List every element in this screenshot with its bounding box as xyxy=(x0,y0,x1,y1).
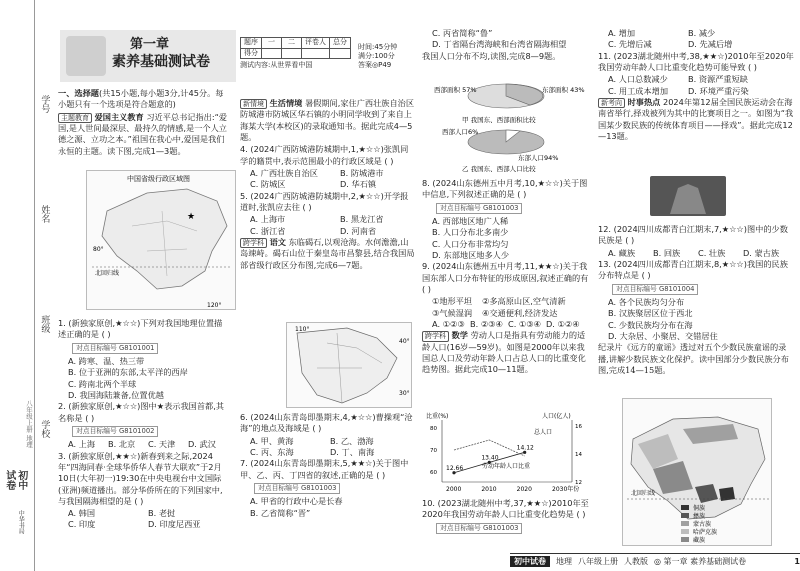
brand-top: 初中 xyxy=(15,470,27,490)
test-content: 测试内容:从世界看中国 xyxy=(240,61,313,70)
time-info: 时间:45分钟 xyxy=(358,43,398,51)
score-cell-4[interactable] xyxy=(330,48,351,59)
population-chart xyxy=(422,410,590,496)
footer-publisher: 人教版 xyxy=(624,556,648,566)
legend-kazakh: 哈萨克族 xyxy=(693,529,718,536)
q1-code: 对点目标编号 G8101001 xyxy=(72,343,158,354)
map2-label-30: 30° xyxy=(399,390,410,397)
q7-option-c[interactable]: C. 丙省简称“鲁” xyxy=(432,28,493,38)
q9-option-c[interactable]: C. ①③④ xyxy=(508,318,541,329)
q8-option-a[interactable]: A. 西部地区地广人稀 xyxy=(432,216,509,226)
q9-option-a[interactable]: A. ①②③ xyxy=(432,318,465,329)
label-banji: 班级 xyxy=(39,315,50,333)
q10-intro-text: 劳动人口是指具有劳动能力的适龄人口(16岁—59岁)。如图是2000年以来我国总人口及劳动年龄人口占总人口的比重变化趋势图。据此完成10—11题。 xyxy=(422,330,586,375)
q7-stem: 7. (2024山东青岛即墨期末,5,★★☆)关于图中甲、乙、丙、丁四省的叙述,正确的是 xyxy=(240,458,409,480)
q10-stem: 10. (2023湖北随州中考,37,★★☆)2010年至2020年我国劳动年龄人口比重变化趋势是 xyxy=(422,498,589,520)
q9-item-2: ②多高原山区,空气清新 xyxy=(482,296,566,307)
q1-option-d[interactable]: D. 我国海陆兼备,位置优越 xyxy=(68,389,164,400)
q10-intro-sub: 数学 xyxy=(451,330,468,341)
left-tick-label: 80 xyxy=(430,426,437,432)
score-head-0: 题序 xyxy=(241,38,262,49)
pie1-east-label: 东部面积 43% xyxy=(542,86,585,94)
q8-option-c[interactable]: C. 人口分布非常均匀 xyxy=(432,238,509,249)
intro-tag: 主题教育 xyxy=(58,113,92,123)
q6-option-c[interactable]: C. 丙、东海 xyxy=(250,446,294,457)
label-xuexiao: 学校 xyxy=(39,420,50,438)
score-row-label: 得分 xyxy=(241,48,262,59)
q9-paren[interactable]: ( ) xyxy=(422,283,431,294)
map-label-120: 120° xyxy=(207,302,222,309)
map-label-80: 80° xyxy=(93,246,104,253)
q13-option-a[interactable]: A. 各个民族均匀分布 xyxy=(608,296,685,307)
q13-paren[interactable]: ( ) xyxy=(641,270,651,281)
q5-stem: 5. (2024广西防城港防城期中,2,★☆☆)开学报道时,张凯应去往 xyxy=(240,190,409,212)
x-tick-label: 2030年份 xyxy=(552,486,580,493)
q10-option-c[interactable]: C. 先增后减 xyxy=(608,39,652,50)
legend-tibetan: 藏族 xyxy=(693,537,706,544)
right-tick-label: 16 xyxy=(575,424,582,430)
q6-option-d[interactable]: D. 丁、南海 xyxy=(330,446,375,457)
full-score: 满分:100分 xyxy=(358,52,395,61)
q13-code: 对点目标编号 G8101004 xyxy=(612,284,698,295)
binding-line xyxy=(34,0,35,571)
legend-dong: 侗族 xyxy=(693,505,706,512)
region-outline xyxy=(297,328,397,403)
ethnic-tropic-label: 北回归线 xyxy=(631,490,656,497)
chapter-header xyxy=(60,30,236,82)
q3-option-b[interactable]: B. 老挝 xyxy=(148,508,176,519)
q7-paren[interactable]: ( ) xyxy=(376,469,386,480)
pie1-west-label: 西部面积 57% xyxy=(434,86,477,94)
q12-intro-text: 2024年第12届全国民族运动会在海南省举行,择戏被列为其中的比赛项目之一。如图为“我国某少数民族的传统体育项目——择戏”。据此完成12—13题。 xyxy=(598,96,794,141)
chart-ylabel-right: 人口(亿人) xyxy=(542,413,571,420)
score-head-1: 一 xyxy=(262,38,282,49)
score-cell-3[interactable] xyxy=(302,48,330,59)
pie2-west-label: 西部人口6% xyxy=(442,128,479,136)
q9-item-4: ④交通便利,经济发达 xyxy=(482,307,558,318)
q6-intro-sub: 语文 xyxy=(269,236,286,247)
q9-item-1: ①地形平坦 xyxy=(432,296,473,307)
q12-intro-sub: 时事热点 xyxy=(627,96,661,107)
q9-option-d[interactable]: D. ①②④ xyxy=(546,318,580,329)
brand-bottom: 试卷 xyxy=(3,470,15,490)
point-value-label: 13.40 xyxy=(481,454,499,462)
legend-yi: 彝族 xyxy=(693,513,706,520)
q2-option-c[interactable]: C. 天津 xyxy=(148,439,176,450)
q3-stem: 3. (新独家原创,★★☆)新春到来之际,2024年“四海同春·全球华侨华人春节大联欢”于2月10日(大年初一)19:30在中央电视台中文国际(亚洲)频道播出。部分华侨所在的下列国家中,与我国隔海相望的是 xyxy=(58,450,223,506)
q6-option-b[interactable]: B. 乙、渤海 xyxy=(330,435,374,446)
q9-item-3: ③气候湿润 xyxy=(432,307,473,318)
q5-option-d[interactable]: D. 河南省 xyxy=(340,225,377,236)
map2-label-40: 40° xyxy=(399,338,410,345)
pie-figures xyxy=(422,74,590,174)
legend-swatch-tibetan xyxy=(681,537,689,542)
legend-swatch-mongol xyxy=(681,521,689,526)
q7-code: 对点目标编号 G8101003 xyxy=(254,483,340,494)
q1-paren[interactable]: ( ) xyxy=(101,329,111,340)
legend-swatch-kazakh xyxy=(681,529,689,534)
footer-subject: 地理 xyxy=(556,556,572,566)
score-head-4: 总分 xyxy=(330,38,351,49)
legend-mongol: 蒙古族 xyxy=(693,521,712,528)
q8-intro-text: 我国人口分布不均,读图,完成8—9题。 xyxy=(422,50,561,61)
q12-option-d[interactable]: D. 蒙古族 xyxy=(743,247,780,258)
q8-option-b[interactable]: B. 人口分布北多南少 xyxy=(432,227,509,238)
q3-paren[interactable]: ( ) xyxy=(134,495,144,506)
q8-stem: 8. (2024山东德州五中月考,10,★☆☆)关于图中信息,下列叙述正确的是 xyxy=(422,178,588,200)
q4-stem: 4. (2024广西防城港防城期中,1,★☆☆)张凯同学的籍贯中,表示范围最小的行政区域是 xyxy=(240,144,409,166)
q10-intro-tag: 跨学科 xyxy=(422,331,449,341)
china-map-figure xyxy=(86,170,236,310)
q14-intro-text: 纪录片《远方的童谣》透过对五个少数民族童谣的录播,讲解少数民族文化保护。读中国部分少数民族分布图,完成14—15题。 xyxy=(598,342,789,375)
q8-code: 对点目标编号 G8101003 xyxy=(436,203,522,214)
q3-option-c[interactable]: C. 印度 xyxy=(68,519,96,530)
q2-option-d[interactable]: D. 武汉 xyxy=(188,439,216,450)
binding-strip xyxy=(0,0,50,571)
score-cell-2[interactable] xyxy=(282,48,302,59)
q2-code: 对点目标编号 G8101002 xyxy=(72,426,158,437)
q2-option-b[interactable]: B. 北京 xyxy=(108,439,136,450)
q12-option-a[interactable]: A. 藏族 xyxy=(608,247,636,258)
q6-stem: 6. (2024山东青岛即墨期末,4,★☆☆)曹操观“沧海”的地点及海域是 xyxy=(240,412,413,434)
chapter-title: 素养基础测试卷 xyxy=(112,54,210,70)
q6-intro-tag: 跨学科 xyxy=(240,238,267,248)
q10-paren[interactable]: ( ) xyxy=(576,509,586,520)
q7-option-a[interactable]: A. 甲省的行政中心是长春 xyxy=(250,496,343,507)
page-number: 1 xyxy=(794,556,800,566)
q13-option-b[interactable]: B. 汉族聚居区位于西北 xyxy=(608,308,693,319)
q4-intro-sub: 生活情境 xyxy=(269,98,303,108)
legend-swatch-dong xyxy=(681,505,689,510)
q4-intro-tag: 新情境 xyxy=(240,99,267,109)
section-desc: (共15小题,每小题3分,计45分。每小题只有一个选项是符合题意的) xyxy=(58,88,224,110)
q10-option-a[interactable]: A. 增加 xyxy=(608,28,636,38)
pie2-east-label: 东部人口94% xyxy=(518,154,559,162)
section-title: 一、选择题 xyxy=(58,88,99,98)
capital-star-icon: ★ xyxy=(187,212,196,222)
footer-grade: 八年级上册 xyxy=(578,556,618,566)
q11-option-a[interactable]: A. 人口总数减少 xyxy=(608,74,668,85)
q11-paren[interactable]: ( ) xyxy=(748,61,757,72)
legend-swatch-yi xyxy=(681,513,689,518)
right-tick-label: 12 xyxy=(575,480,582,486)
score-area xyxy=(240,37,412,71)
q9-stem: 9. (2024山东德州五中月考,11,★★☆)关于我国东部人口分布特征的形成原因,叙述正确的有 xyxy=(422,261,589,283)
q2-paren[interactable]: ( ) xyxy=(85,412,95,423)
q1-option-c[interactable]: C. 跨南北两个半球 xyxy=(68,378,137,389)
q1-option-b[interactable]: B. 位于亚洲的东部,太平洋的西岸 xyxy=(68,367,188,378)
pie1-caption: 甲 我国东、西部面积比较 xyxy=(462,116,536,124)
point-value-label: 12.66 xyxy=(446,464,464,472)
map2-label-110: 110° xyxy=(295,326,310,333)
q4-option-d[interactable]: D. 华石镇 xyxy=(340,179,377,190)
point-value-label: 14.12 xyxy=(516,444,534,452)
q11-option-c[interactable]: C. 用工成本增加 xyxy=(608,85,669,96)
brand-side: 八年级上册 地理 xyxy=(24,400,33,448)
q5-option-a[interactable]: A. 上海市 xyxy=(250,214,286,225)
q7-option-d[interactable]: D. 丁省隔台湾海峡和台湾省隔海相望 xyxy=(432,39,567,50)
label-xingming: 姓名 xyxy=(39,205,50,223)
q11-option-d[interactable]: D. 环境严重污染 xyxy=(688,85,749,96)
footer-chapter: ◎ 第一章 素养基础测试卷 xyxy=(654,556,747,566)
series-name-labor: 劳动年龄人口比重 xyxy=(482,463,531,470)
page-footer xyxy=(510,553,800,569)
q10-option-d[interactable]: D. 先减后增 xyxy=(688,39,733,50)
q11-stem: 11. (2023湖北随州中考,38,★★☆)2010年至2020年我国劳动年龄人口比重变化趋势可能导致 xyxy=(598,50,794,72)
q4-intro-text: 暑假期间,家住广西壮族自治区防城港市防城区华石镇的小明同学收到了来自上海某大学(本校区)的录取通知书。据此完成4—5题。 xyxy=(240,98,415,143)
intro-text: 习近平总书记指出:“爱国,是人世间最深层、最持久的情感,是一个人立德之源、立功之本。”祖国在我心中,爱国是我们永恒的主题。读下图,完成1—3题。 xyxy=(58,111,228,156)
q6-paren[interactable]: ( ) xyxy=(312,423,322,434)
brand-small: 中华书局 xyxy=(17,510,25,534)
q4-option-b[interactable]: B. 防城港市 xyxy=(340,167,384,178)
left-tick-label: 70 xyxy=(430,448,437,454)
q13-option-c[interactable]: C. 少数民族均分布在海 xyxy=(608,319,693,330)
wrestlers-shape xyxy=(670,184,706,214)
q5-option-c[interactable]: C. 浙江省 xyxy=(250,225,286,236)
q8-option-d[interactable]: D. 东部地区地多人少 xyxy=(432,249,510,260)
left-tick-label: 60 xyxy=(430,470,437,476)
chapter-number: 第一章 xyxy=(130,37,170,52)
china-outline xyxy=(102,189,227,289)
chart-ylabel-left: 比重(%) xyxy=(426,413,449,420)
q3-option-d[interactable]: D. 印度尼西亚 xyxy=(148,519,201,530)
q10-option-b[interactable]: B. 减少 xyxy=(688,28,716,38)
q3-option-a[interactable]: A. 韩国 xyxy=(68,508,96,519)
q9-option-b[interactable]: B. ②③④ xyxy=(470,318,503,329)
q4-option-a[interactable]: A. 广西壮族自治区 xyxy=(250,167,318,178)
q12-stem: 12. (2024四川成都青白江期末,7,★☆☆)图中的少数民族是 xyxy=(598,224,788,246)
q12-paren[interactable]: ( ) xyxy=(625,235,635,246)
q10-code: 对点目标编号 G8101003 xyxy=(436,523,522,534)
score-head-2: 二 xyxy=(282,38,302,49)
q7-option-b[interactable]: B. 乙省简称“晋” xyxy=(250,507,311,518)
x-tick-label: 2000 xyxy=(446,486,462,493)
q5-paren[interactable]: ( ) xyxy=(302,201,312,212)
pie2-caption: 乙 我国东、西部人口比较 xyxy=(462,165,536,173)
province-map-figure xyxy=(286,322,412,408)
footer-brand: 初中试卷 xyxy=(510,556,550,567)
q6-option-a[interactable]: A. 甲、黄海 xyxy=(250,435,294,446)
score-cell-1[interactable] xyxy=(262,48,282,59)
q2-option-a[interactable]: A. 上海 xyxy=(68,439,96,450)
q4-option-c[interactable]: C. 防城区 xyxy=(250,179,286,190)
wrestling-photo xyxy=(650,176,726,216)
label-xuehao: 学号 xyxy=(39,95,50,113)
q2-stem: 2. (新独家原创,★☆☆)图中★表示我国首都,其名称是 xyxy=(58,401,224,423)
q12-option-c[interactable]: C. 壮族 xyxy=(698,247,726,258)
q12-option-b[interactable]: B. 回族 xyxy=(653,247,681,258)
q11-option-b[interactable]: B. 资源严重短缺 xyxy=(688,74,748,85)
x-tick-label: 2020 xyxy=(516,486,532,493)
ethnic-map-figure xyxy=(622,398,772,546)
q4-paren[interactable]: ( ) xyxy=(384,155,394,166)
q1-stem: 1. (新独家原创,★☆☆)下列对我国地理位置描述正确的是 xyxy=(58,318,223,340)
score-head-3: 评卷人 xyxy=(302,38,330,49)
score-table xyxy=(240,37,351,59)
x-tick-label: 2010 xyxy=(481,486,497,493)
header-illustration xyxy=(66,36,106,76)
q1-option-a[interactable]: A. 跨寒、温、热三带 xyxy=(68,356,145,366)
q13-option-d[interactable]: D. 大杂居、小聚居、交错居住 xyxy=(608,330,718,341)
map-title: 中国省级行政区域图 xyxy=(127,175,190,183)
q5-option-b[interactable]: B. 黑龙江省 xyxy=(340,214,384,225)
series-name-total: 总人口 xyxy=(534,429,553,436)
q8-paren[interactable]: ( ) xyxy=(517,189,527,200)
map-label-tropic: 北回归线 xyxy=(95,270,120,277)
right-tick-label: 14 xyxy=(575,452,582,458)
q13-stem: 13. (2024四川成都青白江期末,8,★☆☆)我国的民族分布特点是 xyxy=(598,258,788,281)
intro-sub: 爱国主义教育 xyxy=(94,111,144,122)
q6-intro-text: 东临碣石,以观沧海。水何澹澹,山岛竦峙。碣石山位于秦皇岛市昌黎县,结合我国局部省级行政区分布图,完成6—7题。 xyxy=(240,236,415,270)
q12-intro-tag: 新考向 xyxy=(598,98,625,108)
answer-page: 答案◎P49 xyxy=(358,61,392,70)
